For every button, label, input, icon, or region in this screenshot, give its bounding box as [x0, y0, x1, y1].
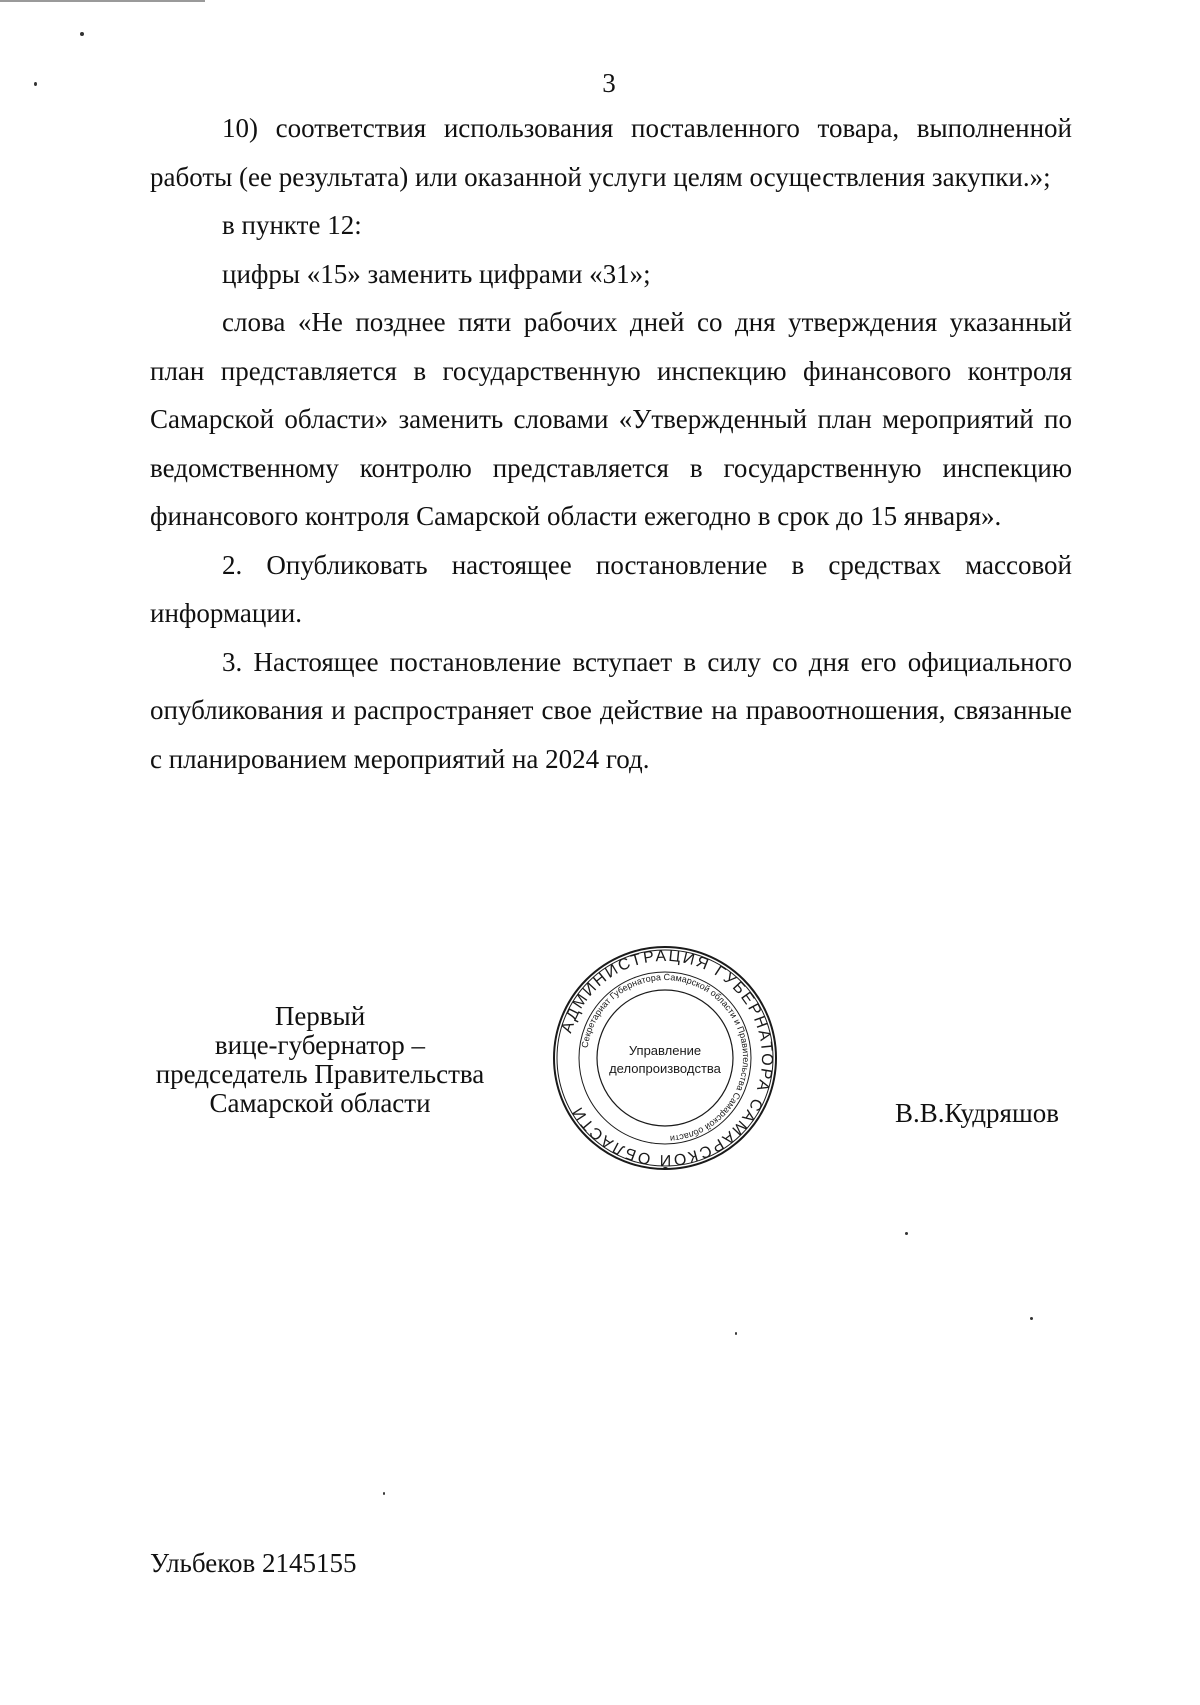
seal-inner-text: Секретариат Губернатора Самарской области и Правительства Самарской области — [579, 971, 752, 1144]
signatory-position-line: Самарской области — [209, 1088, 431, 1118]
signatory-position-line: вице-губернатор – — [214, 1030, 426, 1060]
scan-speck — [1030, 1317, 1033, 1320]
signatory-position — [150, 1002, 490, 1118]
scan-speck — [735, 1332, 737, 1335]
scan-speck — [383, 1492, 385, 1495]
scan-speck — [905, 1232, 908, 1235]
signatory-position-line: председатель Правительства — [155, 1059, 485, 1089]
paragraph: в пункте 12: — [222, 210, 362, 240]
paragraph: цифры «15» заменить цифрами «31»; — [222, 258, 651, 289]
paragraph: 3. Настоящее постановление вступает в силу со дня его официального опубликования и распространяет свое действие на правоотношения, связанные с планированием мероприятий на 2024 год. — [150, 646, 1072, 774]
scan-edge-line — [0, 0, 205, 2]
seal-center-line-1: Управление — [628, 1043, 702, 1058]
paragraph: 10) соответствия использования поставленного товара, выполненной работы (ее результата) или оказанной услуги целям осуществления закупки.»; — [150, 113, 1072, 192]
scan-speck — [80, 32, 84, 36]
official-seal — [550, 943, 780, 1173]
paragraph: 2. Опубликовать настоящее постановление в средствах массовой информации. — [150, 549, 1072, 628]
seal-center-line-2: делопроизводства — [609, 1061, 721, 1076]
seal-outer-text: АДМИНИСТРАЦИЯ ГУБЕРНАТОРА САМАРСКОЙ ОБЛАСТИ — [558, 947, 776, 1169]
signatory-position-line: Первый — [274, 1001, 366, 1031]
document-body — [150, 104, 1072, 783]
page-number: 3 — [602, 68, 616, 98]
signatory-name: В.В.Кудряшов — [895, 1098, 1059, 1128]
paragraph: слова «Не позднее пяти рабочих дней со дня утверждения указанный план представляется в государственную инспекцию финансового контроля Самарской области» заменить словами «Утвержденный план мероприятий по ведомственному контролю представляется в государственную инспекцию финансового контроля Самарской области ежегодно в срок до 15 января». — [150, 307, 1072, 531]
executor-contact: Ульбеков 2145155 — [150, 1548, 357, 1578]
